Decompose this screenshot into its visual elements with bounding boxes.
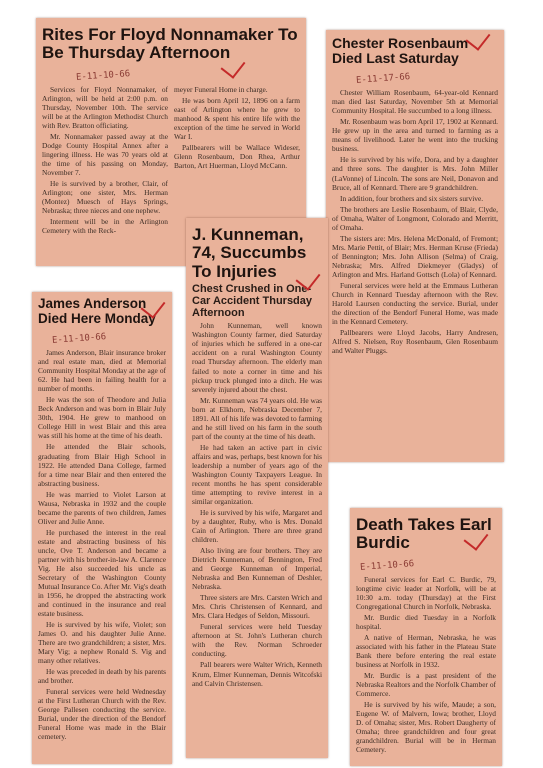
clipping-rosenbaum — [326, 30, 504, 462]
paragraph: Funeral services were held at the Emmaus Lutheran Church in Kennard Tuesday afternoon with the Rev. Harold Laursen conducting the service. Burial, under the direction of the Bendorf Funeral Home, was made in the Kennard Cemetery. — [332, 280, 498, 326]
paragraph: Mr. Burdic died Tuesday in a Norfolk hospital. — [356, 612, 496, 631]
paragraph: He is survived by his wife, Margaret and by a daughter, Ruby, who is Mrs. Donald Cain of Arlington. There are three grand children. — [192, 507, 322, 545]
headline-burdic: Death Takes Earl Burdic — [356, 515, 492, 553]
headline-anderson: James Anderson Died Here Monday — [38, 296, 156, 326]
paragraph: Mr. Burdic is a past president of the Nebraska Realtors and the Norfolk Chamber of Commerce. — [356, 671, 496, 699]
paragraph: He purchased the interest in the real estate and abstracting business of his uncle, Ove T. Anderson and became a partner with his brother-in-law A. Clarence Vig. He also succeeded his uncle as Secretary of the Washington County Mutual Insurance Co. After Mr. Vig's death in 1956, he dropped the abstracting work and continued in the insurance and real estate business. — [38, 527, 167, 619]
clipping-anderson — [32, 292, 172, 764]
rosenbaum-body — [332, 88, 498, 355]
paragraph: Services for Floyd Nonnamaker, of Arlington, will be held at 2:00 p.m. on Thursday, November 10th. The service will be at the Arlington Methodist Church with Rev. Bratton officiating. — [42, 84, 168, 130]
paragraph: Three sisters are Mrs. Carsten Wrich and Mrs. Chris Christensen of Kennard, and Mrs. Clara Hedges of Seldon, Missouri. — [192, 593, 322, 621]
paragraph: Funeral services for Earl C. Burdic, 79, longtime civic leader at Norfolk, will be at 10:30 a.m. today (Thursday) at the First Congregational Church in Norfolk, Nebraska. — [356, 574, 496, 611]
paragraph: The sisters are: Mrs. Helena McDonald, of Fremont; Mrs. Marie Pettit, of Blair; Mrs. Herman Kruse (Frieda) of Bennington; Mrs. John Allison (Selma) of Craig, Nebraska; Mrs. Alfred Diekmeyer (Gladys) of Arlington and Mrs. Harland Gottsch (Lola) of Kennard. — [332, 233, 498, 279]
date-stamp: E-11-10-66 — [51, 332, 107, 347]
paragraph: He attended the Blair schools, graduating from Blair High School in 1922. He attended Dana College, farmed for a time near Blair and then entered the abstracting business. — [38, 442, 166, 488]
paragraph: A native of Herman, Nebraska, he was associated with his father in the Plateau State Bank there before entering the real estate business at Norfolk in 1932. — [356, 632, 496, 669]
paragraph: Mr. Rosenbaum was born April 17, 1902 at Kennard. He grew up in the area and turned to farming as a means of livelihood. Later he went into the trucking business. — [332, 117, 498, 154]
paragraph: He was born April 12, 1896 on a farm east of Arlington where he grew to manhood & spent his entire life with the exception of the time he served in World War I. — [174, 95, 300, 141]
burdic-body — [356, 575, 496, 755]
paragraph: James Anderson, Blair insurance broker and real estate man, died at Memorial Community Hospital Monday at the age of 62. He had been in failing health for a number of months. — [38, 348, 166, 394]
clipping-kunneman — [186, 218, 328, 758]
paragraph: He is survived by his wife, Maude; a son, Eugene W. of Malvern, Iowa; brother, Lloyd D. of Omaha; sister, Mrs. Robert Daugherty of Omaha; three grandchildren and four great grandchildren. Burial will be in Herman Cemetery. — [356, 700, 496, 755]
anderson-body — [38, 348, 166, 741]
paragraph: Also living are four brothers. They are Dietrich Kunneman, of Bennington, Fred and George Kunneman of Imperial, Nebraska and Ben Kunneman of Deshler, Nebraska. — [192, 546, 322, 592]
paragraph: The brothers are Leslie Rosenbaum, of Blair, Clyde, of Omaha, Walter of Longmont, Colorado and Merritt, of Omaha. — [332, 204, 498, 232]
subheadline-kunneman: Chest Crushed in One-Car Accident Thursday Afternoon — [192, 283, 313, 320]
paragraph: Chester William Rosenbaum, 64-year-old Kennard man died last Saturday, November 5th at Memorial Community Hospital. He succumbed to a long illness. — [332, 88, 498, 116]
paragraph: He is survived by his wife, Violet; son James O. and his daughter Julie Anne. There are two grandchildren; a sister, Mrs. Mary Vig; a nephew Ronald S. Vig and many other relatives. — [38, 620, 166, 666]
headline-nonnamaker: Rites For Floyd Nonnamaker To Be Thursday Afternoon — [42, 25, 298, 63]
nonnamaker-col1 — [42, 85, 168, 238]
paragraph: Pallbearers will be Wallace Wideser, Glenn Rosenbaum, Don Rhea, Arthur Barton, Art Huerman, Lloyd McCann. — [174, 142, 300, 170]
paragraph: Pallbearers were Lloyd Jacobs, Harry Andresen, Alfred S. Nielsen, Roy Rosenbaum, Glen Rosenbaum and Walter Pluggs. — [332, 328, 498, 356]
paragraph: Mr. Nonnamaker passed away at the Dodge County Hospital Annex after a lingering illness. He was 70 years old at the time of his passing on Monday, November 7. — [42, 131, 168, 177]
date-stamp: E-11-10-66 — [75, 68, 131, 83]
paragraph: Funeral services were held Tuesday afternoon at St. John's Lutheran church with the Rev. Norman Schroeder conducting. — [192, 622, 322, 659]
paragraph: He was married to Violet Larson at Wausa, Nebraska in 1932 and the couple became the parents of two children, James Oliver and Julie Anne. — [38, 489, 166, 526]
paragraph: He is survived by his wife, Dora, and by a daughter and three sons. The daughter is Mrs. John Miller (LaVonne) of Lincoln. The sons are Neil, Donavon and Bruce, all of Kennard. There are 9 grandchildren. — [332, 155, 498, 192]
nonnamaker-col2 — [174, 85, 300, 238]
paragraph: Pall bearers were Walter Wrich, Kenneth Krum, Elmer Kunneman, Dennis Witcofski and Calvin Christensen. — [192, 660, 322, 688]
headline-kunneman: J. Kunneman, 74, Succumbs To Injuries — [192, 225, 307, 281]
headline-rosenbaum: Chester Rosenbaum Died Last Saturday — [332, 35, 469, 67]
date-stamp: E-11-10-66 — [359, 558, 415, 573]
paragraph: He was the son of Theodore and Julia Beck Anderson and was born in Blair July 30th, 1904. He grew to manhood on College Hill in west Blair and this area was still his home at the time of his death. — [38, 395, 166, 441]
paragraph: In addition, four brothers and six sisters survive. — [340, 193, 484, 203]
paragraph: meyer Funeral Home in charge. — [174, 84, 268, 94]
kunneman-body — [192, 321, 322, 687]
paragraph: He is survived by a brother, Clair, of Arlington; one sister, Mrs. Herman (Montez) Muesch of Hays Springs, Nebraska; three nieces and one nephew. — [42, 179, 168, 216]
paragraph: He was preceded in death by his parents and brother. — [38, 667, 166, 686]
paragraph: John Kunneman, well known Washington County farmer, died Saturday of injuries which he suffered in a one-car accident on a rural Washington County road Thursday afternoon. The elderly man failed to note a corner in time and his pickup truck plunged into a ditch. He was severely injured about the chest. — [192, 321, 322, 394]
date-stamp: E-11-17-66 — [355, 72, 411, 87]
paragraph: Interment will be in the Arlington Cemetery with the Reck- — [42, 217, 168, 236]
paragraph: Funeral services were held Wednesday at the First Lutheran Church with the Rev. George Pallesen conducting the service. Burial, under the direction of the Bendorf Funeral Home was made in the Blair cemetery. — [38, 687, 166, 742]
paragraph: Mr. Kunneman was 74 years old. He was born at Elkhorn, Nebraska December 7, 1891. All of his life was devoted to farming and he still lived on his farm in the south part of the county at the time of his death. — [192, 395, 322, 441]
paragraph: He had taken an active part in civic affairs and was, perhaps, best known for his leadership a number of years ago of the Washington County Taxpayers League. In recent months he has spent considerable time attempting to revive interest in a similar organization. — [192, 442, 322, 506]
